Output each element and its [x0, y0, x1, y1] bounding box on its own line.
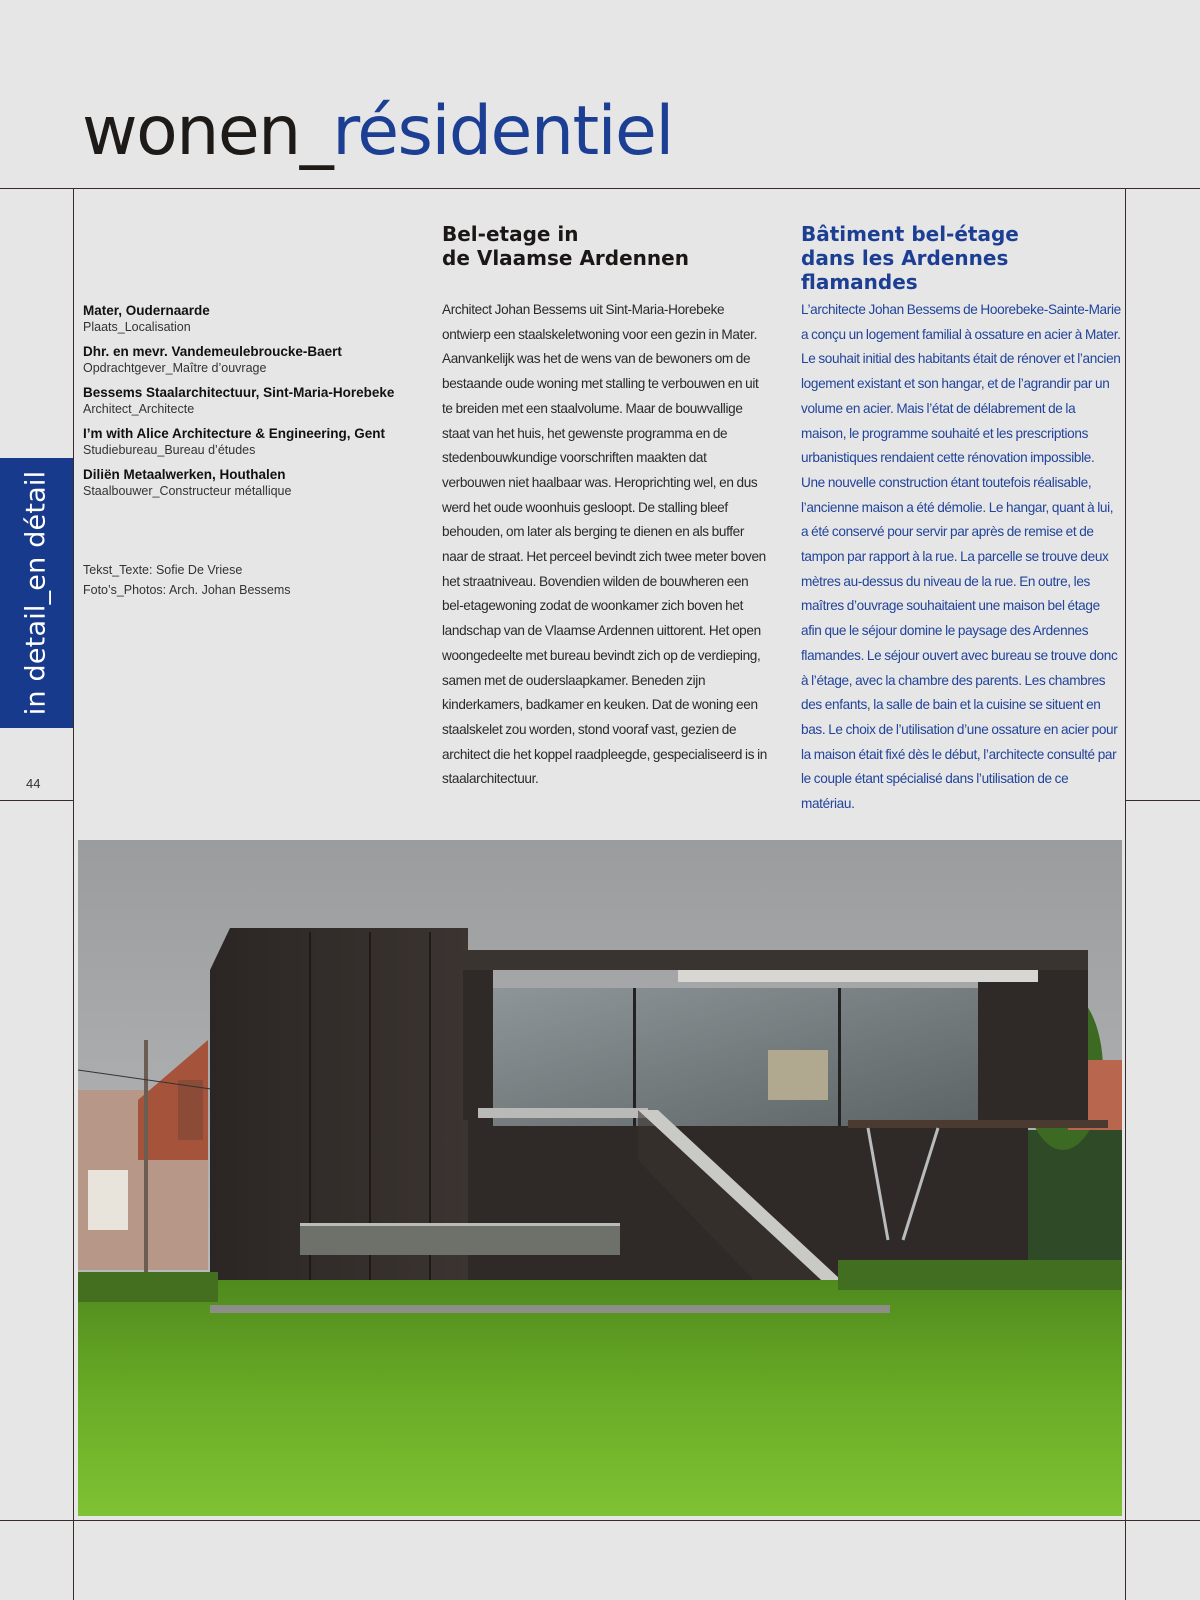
page-title — [82, 92, 673, 171]
right-vertical-rule — [1125, 188, 1126, 1600]
credit-name: Bessems Staalarchitectuur, Sint-Maria-Horebeke — [83, 385, 395, 400]
credit-role: Plaats_Localisation — [83, 320, 191, 334]
credit-item — [83, 343, 413, 376]
project-credits — [83, 302, 413, 507]
credit-item — [83, 384, 413, 417]
page-title-nl: wonen_ — [82, 92, 333, 171]
article-nl-heading: Bel-etage in de Vlaamse Ardennen — [442, 222, 689, 270]
credit-name: Mater, Oudernaarde — [83, 303, 210, 318]
credit-role: Staalbouwer_Constructeur métallique — [83, 484, 292, 498]
credit-item — [83, 466, 413, 499]
credit-item — [83, 302, 413, 335]
article-fr-heading: Bâtiment bel-étage dans les Ardennes flamandes — [801, 222, 1019, 294]
credit-role: Architect_Architecte — [83, 402, 195, 416]
page-number: 44 — [26, 776, 41, 791]
left-middle-rule — [0, 800, 74, 801]
article-fr-body: L’architecte Johan Bessems de Hoorebeke-Sainte-Marie a conçu un logement familial à ossature en acier à Mater. Le souhait initial des habitants était de rénover et l’ancien logement existant et son hangar, et de l’agrandir par un volume en acier. Mais l’état de délabrement de la maison, le programme souhaité et les prescriptions urbanistiques rendaient cette rénovation impossible. Une nouvelle construction étant toutefois réalisable, l’ancienne maison a été démolie. Le hangar, quant à lui, a été conservé pour servir par après de remise et de tampon par rapport à la rue. La parcelle se trouve deux mètres au-dessus du niveau de la rue. En outre, les maîtres d’ouvrage souhaitaient une maison bel étage afin que le séjour domine le paysage des Ardennes flamandes. Le séjour ouvert avec bureau se trouve donc à l’étage, avec la chambre des parents. Les chambres des enfants, la salle de bain et la cuisine se situent en bas. Le choix de l’utilisation d’une ossature en acier pour la maison était fixé dès le début, l’architecte consulté par le couple étant spécialisé dans l’utilisation de ce matériau. — [801, 302, 1121, 812]
right-middle-rule — [1125, 800, 1200, 801]
side-tab — [0, 458, 73, 728]
credit-name: Diliën Metaalwerken, Houthalen — [83, 467, 286, 482]
credit-role: Studiebureau_Bureau d’études — [83, 443, 256, 457]
top-rule — [0, 188, 1200, 189]
page-title-fr: résidentiel — [332, 92, 673, 171]
side-tab-label: in detail_en détail — [20, 470, 52, 716]
credit-name: Dhr. en mevr. Vandemeulebroucke-Baert — [83, 344, 342, 359]
bottom-rule — [0, 1520, 1200, 1521]
house-photo-illustration — [78, 840, 1122, 1516]
credit-item — [83, 425, 413, 458]
text-author: Tekst_Texte: Sofie De Vriese — [83, 563, 243, 577]
article-nl-body: Architect Johan Bessems uit Sint-Maria-Horebeke ontwierp een staalskeletwoning voor een gezin in Mater. Aanvankelijk was het de wens van de bewoners om de bestaande oude woning met stalling te verbouwen en uit te breiden met een staalvolume. Maar de bouwvallige staat van het huis, het gewenste programma en de stedenbouwkundige voorschriften maakten dat verbouwen niet haalbaar was. Heroprichting wel, en dus werd het oude woonhuis gesloopt. De stalling bleef behouden, om later als berging te dienen en als buffer naar de straat. Het perceel bevindt zich twee meter boven het straatniveau. Bovendien wilden de bouwheren een bel-etagewoning zodat de woonkamer zich boven het landschap van de Vlaamse Ardennen uittorent. Het open woongedeelte met bureau bevindt zich op de verdieping, samen met de ouderslaapkamer. Beneden zijn kinderkamers, badkamer en keuken. Dat de woning een staalskelet zou worden, stond vooraf vast, gezien de architect die het koppel raadpleegde, gespecialiseerd is in staalarchitectuur. — [442, 302, 767, 787]
credit-role: Opdrachtgever_Maître d’ouvrage — [83, 361, 267, 375]
left-vertical-rule — [73, 188, 74, 1600]
photo-credit: Foto’s_Photos: Arch. Johan Bessems — [83, 583, 291, 597]
text-credits — [83, 560, 291, 600]
house-photo — [78, 840, 1122, 1516]
article-nl — [442, 222, 767, 792]
article-fr — [801, 222, 1121, 817]
credit-name: I’m with Alice Architecture & Engineering, Gent — [83, 426, 386, 441]
